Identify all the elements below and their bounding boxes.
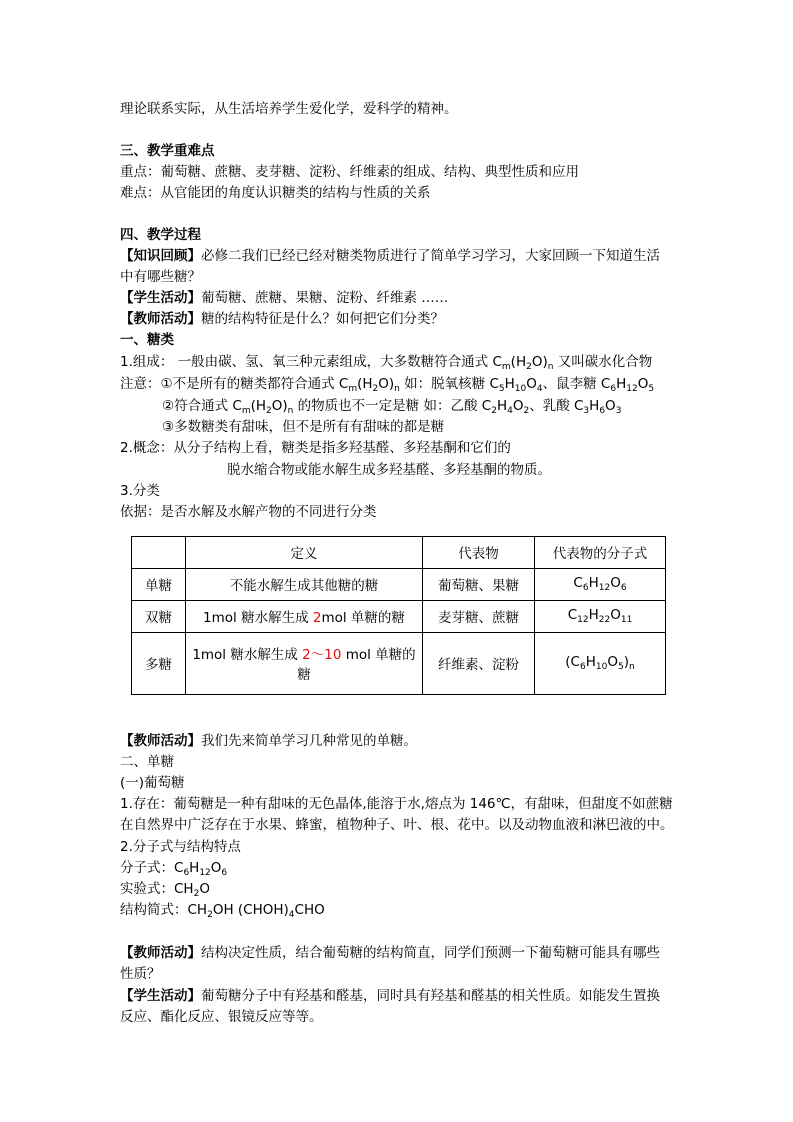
text-span: OH (CHOH) xyxy=(212,902,289,918)
subscript: 2 xyxy=(523,406,530,416)
text-span: 分子式：C xyxy=(120,860,184,876)
text-span: ②符合通式 C xyxy=(162,398,242,414)
text-line: 反应、酯化反应、银镜反应等等。 xyxy=(120,1009,323,1025)
subscript: 10 xyxy=(595,662,608,673)
subscript: 10 xyxy=(514,384,527,394)
tag-label: 【学生活动】 xyxy=(120,988,201,1004)
subscript: 3 xyxy=(615,406,622,416)
text-span: 注意：①不是所有的糖类都符合通式 C xyxy=(120,376,349,392)
teacher-activity-line xyxy=(120,731,417,751)
text-span: 的物质也不一定是糖 如：乙酸 C xyxy=(293,398,492,414)
formula-cell xyxy=(535,568,666,600)
subscript: 4 xyxy=(536,384,543,394)
subscript: 6 xyxy=(582,583,589,594)
subscript: 12 xyxy=(598,583,611,594)
section-heading: 三、教学重难点 xyxy=(120,143,215,159)
text-span: H xyxy=(504,376,515,392)
text-span: H xyxy=(585,654,596,671)
student-activity-line xyxy=(120,986,660,1006)
text-span: (C xyxy=(565,654,580,671)
table-cell: 单糖 xyxy=(132,568,186,600)
subscript: 6 xyxy=(599,406,606,416)
text-span: 1mol 糖水解生成 xyxy=(192,647,303,664)
table-cell xyxy=(186,632,423,694)
text-span: H xyxy=(496,398,508,414)
subscript: 4 xyxy=(288,910,295,920)
table-header-cell: 代表物的分子式 xyxy=(535,537,666,569)
table-header-cell xyxy=(132,537,186,569)
concept-line: 2.概念：从分子结构上看，糖类是指多羟基醛、多羟基酮和它们的 xyxy=(120,440,511,456)
subscript: 12 xyxy=(199,868,211,878)
text-span: mol 单糖的糖 xyxy=(297,647,416,684)
note-line: ③多数糖类有甜味，但不是所有有甜味的都是糖 xyxy=(162,419,445,435)
text-span: 葡萄糖、蔗糖、果糖、淀粉、纤维素 …… xyxy=(201,290,449,306)
student-activity-line xyxy=(120,288,448,308)
text-span: O) xyxy=(531,354,548,370)
subscript: m xyxy=(348,384,358,394)
text-span: 、乳酸 C xyxy=(529,398,584,414)
text-span: 葡萄糖分子中有羟基和醛基，同时具有羟基和醛基的相关性质。如能发生置换 xyxy=(201,988,660,1004)
subscript: 12 xyxy=(626,384,638,394)
tag-label: 【学生活动】 xyxy=(120,290,201,306)
text-line: 2.分子式与结构特点 xyxy=(120,839,241,855)
subscript: 6 xyxy=(620,583,627,594)
text-span: 、鼠李糖 C xyxy=(542,376,611,392)
subscript: 12 xyxy=(577,615,589,626)
text-span: ) xyxy=(623,654,629,671)
text-span: O xyxy=(637,376,649,392)
text-span: 糖的结构特征是什么？如何把它们分类？ xyxy=(201,311,444,327)
section-heading: 四、教学过程 xyxy=(120,227,201,243)
table-row xyxy=(132,632,666,694)
text-span: H xyxy=(616,376,627,392)
text-span: O xyxy=(605,398,616,414)
section-heading: 二、单糖 xyxy=(120,754,174,770)
structural-formula-line xyxy=(120,900,325,925)
table-cell: 葡萄糖、果糖 xyxy=(423,568,535,600)
subscript: 6 xyxy=(579,662,586,673)
subscript: 5 xyxy=(498,384,505,394)
subscript: 3 xyxy=(583,406,590,416)
subscript: n xyxy=(287,406,294,416)
section-heading: 一、糖类 xyxy=(120,332,174,348)
highlight-number: 2～10 xyxy=(302,647,342,664)
subscript: 5 xyxy=(648,384,655,394)
subscript: 6 xyxy=(221,868,228,878)
text-span: O xyxy=(526,376,537,392)
text-span: (H xyxy=(250,398,267,414)
text-span: H xyxy=(589,398,600,414)
subscript: m xyxy=(241,406,251,416)
table-cell: 多糖 xyxy=(132,632,186,694)
subscript: 5 xyxy=(617,662,624,673)
text-line: 性质？ xyxy=(120,966,161,982)
text-line: 在自然界中广泛存在于水果、蜂蜜，植物种子、叶、根、花中。以及动物血液和淋巴液的中。 xyxy=(120,817,674,833)
text-span: C xyxy=(567,607,578,624)
table-header-cell: 定义 xyxy=(186,537,423,569)
text-span: mol 单糖的糖 xyxy=(321,610,405,627)
table-cell: 麦芽糖、蔗糖 xyxy=(423,600,535,632)
text-line: 中有哪些糖？ xyxy=(120,269,201,285)
teacher-activity-line xyxy=(120,943,660,963)
table-row xyxy=(132,568,666,600)
subscript: 6 xyxy=(610,384,617,394)
text-span: 必修二我们已经已经对糖类物质进行了简单学习学习，大家回顾一下知道生活 xyxy=(201,248,660,264)
text-span: O xyxy=(210,860,222,876)
text-line: 3.分类 xyxy=(120,483,160,499)
text-span: C xyxy=(573,575,583,592)
text-span: 1mol 糖水解生成 xyxy=(203,610,313,627)
subscript: 2 xyxy=(207,910,213,920)
table-cell xyxy=(186,600,423,632)
text-span: O xyxy=(610,607,621,624)
text-span: O xyxy=(610,575,621,592)
text-line: 理论联系实际，从生活培养学生爱化学，爱科学的精神。 xyxy=(120,101,458,117)
text-span: (H xyxy=(510,354,527,370)
text-span: (H xyxy=(357,376,373,392)
text-span: 结构决定性质，结合葡萄糖的结构简直，同学们预测一下葡萄糖可能具有哪些 xyxy=(201,945,660,961)
formula-cell xyxy=(535,600,666,632)
key-point-line: 重点：葡萄糖、蔗糖、麦芽糖、淀粉、纤维素的组成、结构、典型性质和应用 xyxy=(120,164,579,180)
concept-line: 脱水缩合物或能水解生成多羟基醛、多羟基酮的物质。 xyxy=(227,462,551,478)
tag-label: 【教师活动】 xyxy=(120,733,201,749)
subscript: 2 xyxy=(526,362,532,372)
formula-cell xyxy=(535,632,666,694)
subscript: n xyxy=(547,362,554,372)
text-span: O xyxy=(199,881,210,897)
subscript: 2 xyxy=(372,384,379,394)
table-header-row xyxy=(132,537,666,569)
subscript: n xyxy=(628,662,635,673)
subscript: 2 xyxy=(193,889,200,899)
text-span: CHO xyxy=(294,902,325,918)
text-span: 如：脱氧核糖 C xyxy=(399,376,499,392)
text-span: 结构简式：CH xyxy=(120,902,208,918)
text-span: 又叫碳水化合物 xyxy=(553,354,653,370)
subscript: 6 xyxy=(183,868,190,878)
text-span: 1.组成： 一般由碳、氢、氧三种元素组成，大多数糖符合通式 C xyxy=(120,354,502,370)
text-span: O) xyxy=(378,376,395,392)
subscript: n xyxy=(394,384,400,394)
table-cell: 不能水解生成其他糖的糖 xyxy=(186,568,423,600)
text-span: 实验式：CH xyxy=(120,881,194,897)
subscript: 22 xyxy=(598,615,611,626)
teacher-activity-line xyxy=(120,309,444,329)
highlight-number: 2 xyxy=(312,610,322,627)
subscript: 4 xyxy=(507,406,513,416)
table-header-cell: 代表物 xyxy=(423,537,535,569)
classification-table xyxy=(131,536,666,695)
text-span: H xyxy=(588,575,599,592)
text-span: O) xyxy=(271,398,288,414)
subsection-heading: (一)葡萄糖 xyxy=(120,775,185,791)
subscript: 11 xyxy=(620,615,633,626)
text-span: O xyxy=(512,398,524,414)
text-line: 1.存在：葡萄糖是一种有甜味的无色晶体,能溶于水,熔点为 146℃，有甜味，但甜度不如蔗糖 xyxy=(120,796,673,812)
table-cell: 纤维素、淀粉 xyxy=(423,632,535,694)
table-cell: 双糖 xyxy=(132,600,186,632)
tag-label: 【知识回顾】 xyxy=(120,248,201,264)
text-span: H xyxy=(588,607,599,624)
difficulty-line: 难点：从官能团的角度认识糖类的结构与性质的关系 xyxy=(120,185,431,201)
text-line: 依据：是否水解及水解产物的不同进行分类 xyxy=(120,504,377,520)
text-span: 我们先来简单学习几种常见的单糖。 xyxy=(201,733,417,749)
table-row xyxy=(132,600,666,632)
text-span: H xyxy=(189,860,200,876)
text-span: O xyxy=(607,654,618,671)
subscript: 2 xyxy=(491,406,497,416)
subscript: m xyxy=(501,362,511,372)
subscript: 2 xyxy=(266,406,272,416)
tag-label: 【教师活动】 xyxy=(120,311,201,327)
tag-label: 【教师活动】 xyxy=(120,945,201,961)
review-line xyxy=(120,246,660,266)
